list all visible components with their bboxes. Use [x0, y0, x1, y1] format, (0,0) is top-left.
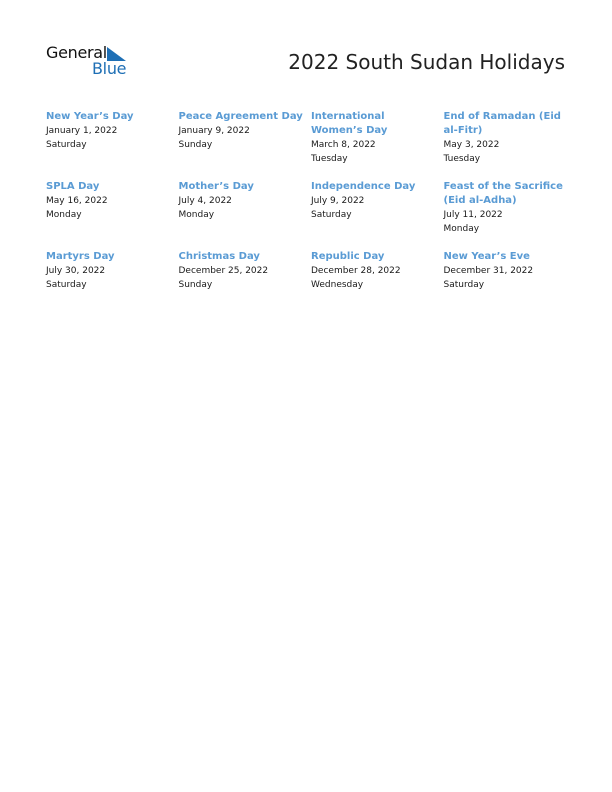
- holiday-date: January 9, 2022: [178, 126, 250, 136]
- logo-text-general: General: [46, 43, 107, 62]
- holiday-item: [46, 180, 179, 236]
- holiday-weekday: Monday: [46, 210, 82, 220]
- holiday-item: [444, 250, 577, 292]
- holiday-weekday: Monday: [443, 224, 480, 234]
- holiday-item: [444, 180, 577, 236]
- holiday-item: [179, 180, 312, 236]
- holiday-weekday: Saturday: [443, 280, 485, 290]
- holiday-name: Martyrs Day: [46, 251, 115, 262]
- holiday-name: Christmas Day: [178, 251, 260, 262]
- holiday-weekday: Saturday: [46, 140, 87, 150]
- holiday-date: December 31, 2022: [443, 266, 534, 276]
- holiday-item: [46, 110, 179, 166]
- holiday-date: July 9, 2022: [311, 196, 365, 206]
- holiday-name: Independence Day: [311, 181, 416, 192]
- holiday-name: Mother’s Day: [178, 181, 254, 192]
- holiday-date: March 8, 2022: [311, 140, 376, 150]
- holiday-name: New Year’s Day: [46, 111, 134, 122]
- holiday-date: July 30, 2022: [46, 266, 106, 276]
- holiday-weekday: Saturday: [311, 210, 352, 220]
- holiday-name: SPLA Day: [46, 181, 100, 192]
- logo-text-blue: Blue: [92, 59, 127, 78]
- holiday-date: July 11, 2022: [443, 210, 503, 220]
- holiday-name: Peace Agreement Day: [178, 111, 303, 122]
- holiday-name: International Women’s Day: [311, 111, 388, 136]
- holiday-name: Republic Day: [311, 251, 385, 262]
- holiday-weekday: Tuesday: [311, 154, 348, 164]
- holiday-date: January 1, 2022: [46, 126, 118, 136]
- holiday-weekday: Sunday: [178, 140, 213, 150]
- holiday-grid: [46, 110, 576, 306]
- holiday-item: [311, 110, 444, 166]
- holiday-date: May 3, 2022: [443, 140, 500, 150]
- holiday-name: Feast of the Sacrifice (Eid al-Adha): [443, 181, 563, 206]
- holiday-item: [46, 250, 179, 292]
- holiday-weekday: Tuesday: [443, 154, 481, 164]
- holiday-row: [46, 110, 576, 166]
- holiday-row: [46, 250, 576, 292]
- holiday-item: [444, 110, 577, 166]
- holiday-date: May 16, 2022: [46, 196, 108, 206]
- holiday-name: New Year’s Eve: [443, 251, 530, 262]
- holiday-date: December 28, 2022: [311, 266, 401, 276]
- holiday-weekday: Wednesday: [311, 280, 364, 290]
- holiday-date: July 4, 2022: [178, 196, 232, 206]
- holiday-item: [179, 250, 312, 292]
- holiday-date: December 25, 2022: [178, 266, 269, 276]
- holiday-weekday: Sunday: [178, 280, 213, 290]
- page-title: 2022 South Sudan Holidays: [288, 50, 565, 74]
- holiday-weekday: Monday: [178, 210, 215, 220]
- holiday-row: [46, 180, 576, 236]
- holiday-weekday: Saturday: [46, 280, 87, 290]
- logo: [46, 44, 136, 80]
- holiday-item: [311, 180, 444, 236]
- holiday-item: [311, 250, 444, 292]
- holiday-item: [179, 110, 312, 166]
- holiday-name: End of Ramadan (Eid al-Fitr): [443, 111, 561, 136]
